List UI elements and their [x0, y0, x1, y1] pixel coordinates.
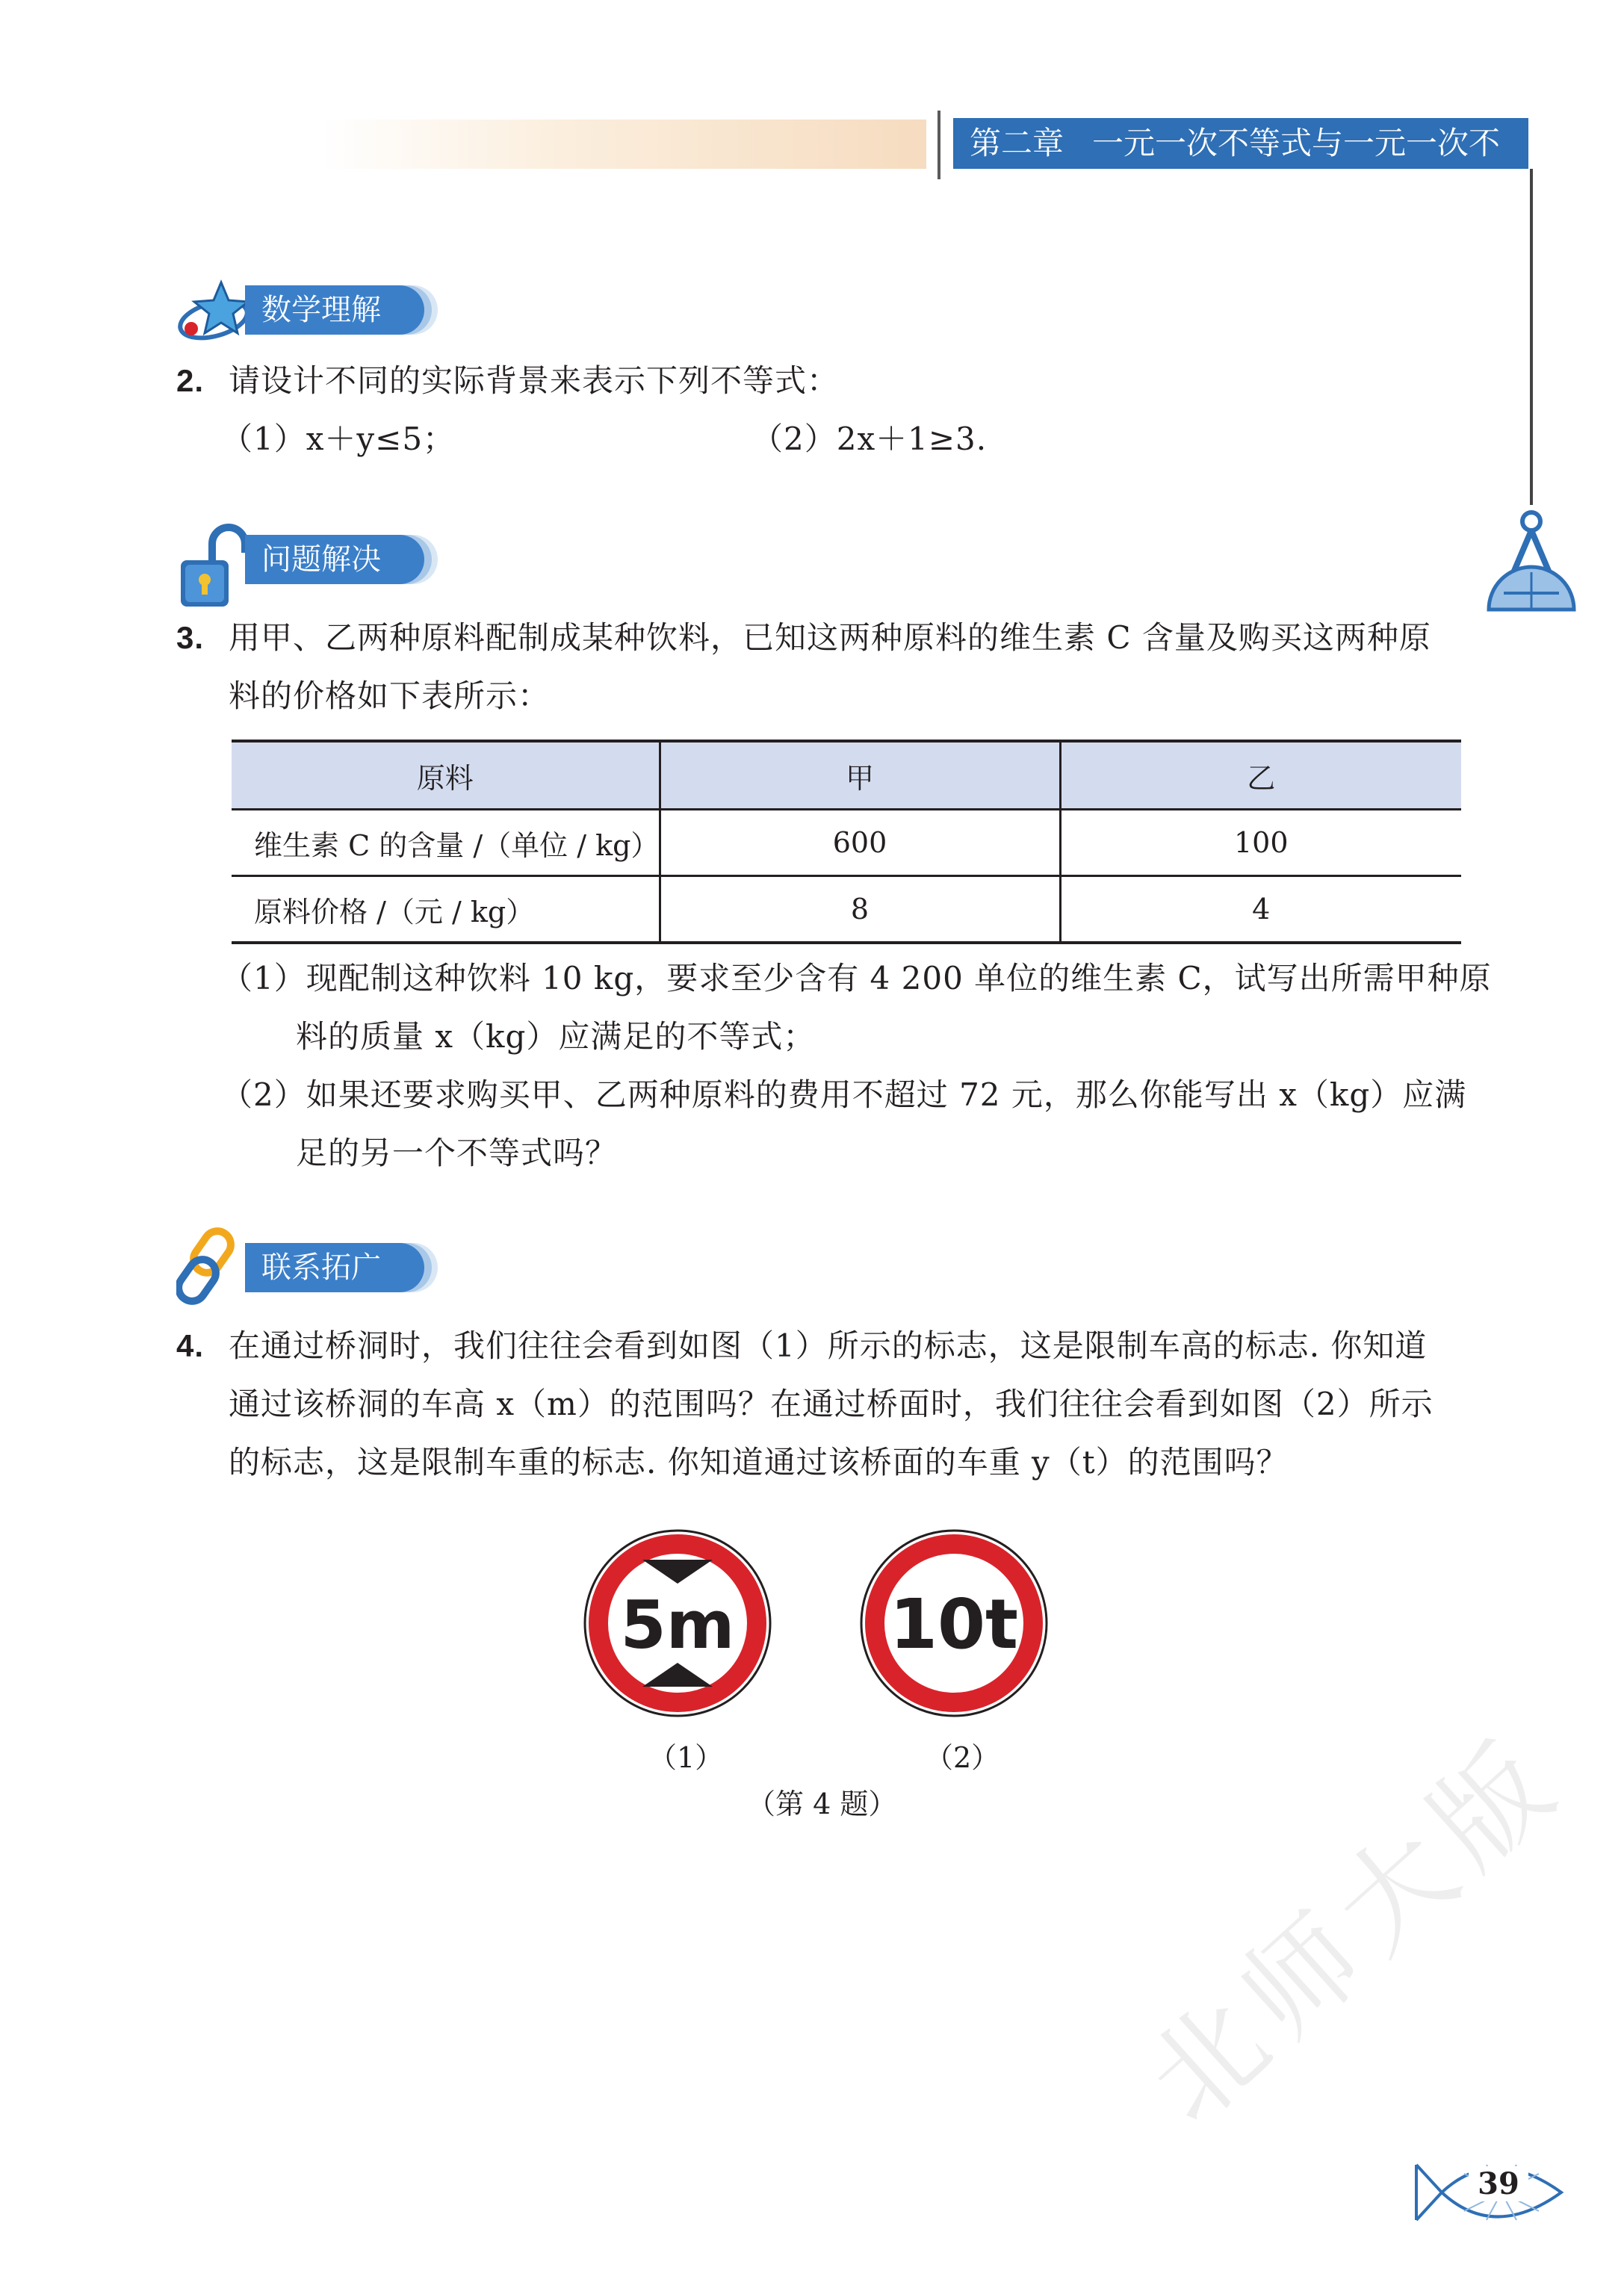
margin-line	[1530, 169, 1533, 505]
question-number: 2.	[176, 363, 205, 398]
ingredient-table	[232, 740, 1461, 944]
question-number: 3.	[176, 620, 205, 655]
section-math-understanding: 数学理解	[245, 285, 424, 335]
table-header-row	[232, 741, 1461, 810]
sign-1-text: 5m	[620, 1587, 735, 1664]
table-header-cell: 乙	[1060, 741, 1461, 810]
table-cell: 600	[660, 810, 1060, 876]
weight-limit-sign	[859, 1528, 1049, 1718]
figure-label-1: （1）	[648, 1741, 724, 1774]
table-header-cell: 原料	[232, 741, 660, 810]
question-3-line-2: 料的价格如下表所示：	[229, 678, 551, 714]
question-4-line-1: 在通过桥洞时，我们往往会看到如图（1）所示的标志，这是限制车高的标志. 你知道	[229, 1327, 1428, 1364]
publisher-watermark: 北师大版	[1123, 1711, 1588, 2148]
question-3-part-2-line-1: （2）如果还要求购买甲、乙两种原料的费用不超过 72 元，那么你能写出 x（kg）应满	[221, 1076, 1467, 1113]
table-header-cell: 甲	[660, 741, 1060, 810]
figure-label-2: （2）	[925, 1741, 1000, 1774]
question-3-line-1: 用甲、乙两种原料配制成某种饮料，已知这两种原料的维生素 C 含量及购买这两种原	[229, 619, 1431, 656]
header-divider	[937, 111, 940, 179]
table-cell: 8	[660, 876, 1060, 943]
chapter-title: 一元一次不等式与一元一次不等式组	[1092, 125, 1501, 212]
table-row	[232, 876, 1461, 943]
question-3-part-2-line-2: 足的另一个不等式吗？	[296, 1135, 618, 1171]
page-number: 39	[1469, 2166, 1528, 2201]
section-problem-solving: 问题解决	[245, 535, 424, 584]
question-2-part-2: （2）2x＋1≥3.	[751, 421, 988, 457]
sign-2-text: 10t	[889, 1584, 1019, 1664]
question-2-part-1: （1）x＋y≤5；	[221, 421, 456, 457]
table-cell: 4	[1060, 876, 1461, 943]
section-connection-extension: 联系拓广	[245, 1243, 424, 1292]
question-2-text: 请设计不同的实际背景来表示下列不等式：	[229, 362, 840, 399]
question-3-part-1-line-2: 料的质量 x（kg）应满足的不等式；	[296, 1018, 816, 1055]
header-decoration	[321, 120, 926, 169]
table-row	[232, 810, 1461, 876]
figure-caption: （第 4 题）	[747, 1788, 897, 1820]
question-3-part-1-line-1: （1）现配制这种饮料 10 kg，要求至少含有 4 200 单位的维生素 C，试写出所需甲种原	[221, 960, 1492, 996]
question-number: 4.	[176, 1328, 205, 1363]
table-cell: 原料价格 /（元 / kg）	[232, 876, 660, 943]
table-cell: 100	[1060, 810, 1461, 876]
chapter-header	[953, 118, 1528, 212]
padlock-icon	[176, 523, 251, 613]
table-cell: 维生素 C 的含量 /（单位 / kg）	[232, 810, 660, 876]
question-4-line-2: 通过该桥洞的车高 x（m）的范围吗？在通过桥面时，我们往往会看到如图（2）所示	[229, 1386, 1434, 1422]
question-4-line-3: 的标志，这是限制车重的标志. 你知道通过该桥面的车重 y（t）的范围吗？	[229, 1444, 1289, 1481]
compass-icon	[1483, 505, 1580, 624]
chain-link-icon	[176, 1225, 251, 1307]
chapter-number: 第二章	[970, 125, 1064, 161]
height-limit-sign	[583, 1528, 772, 1718]
